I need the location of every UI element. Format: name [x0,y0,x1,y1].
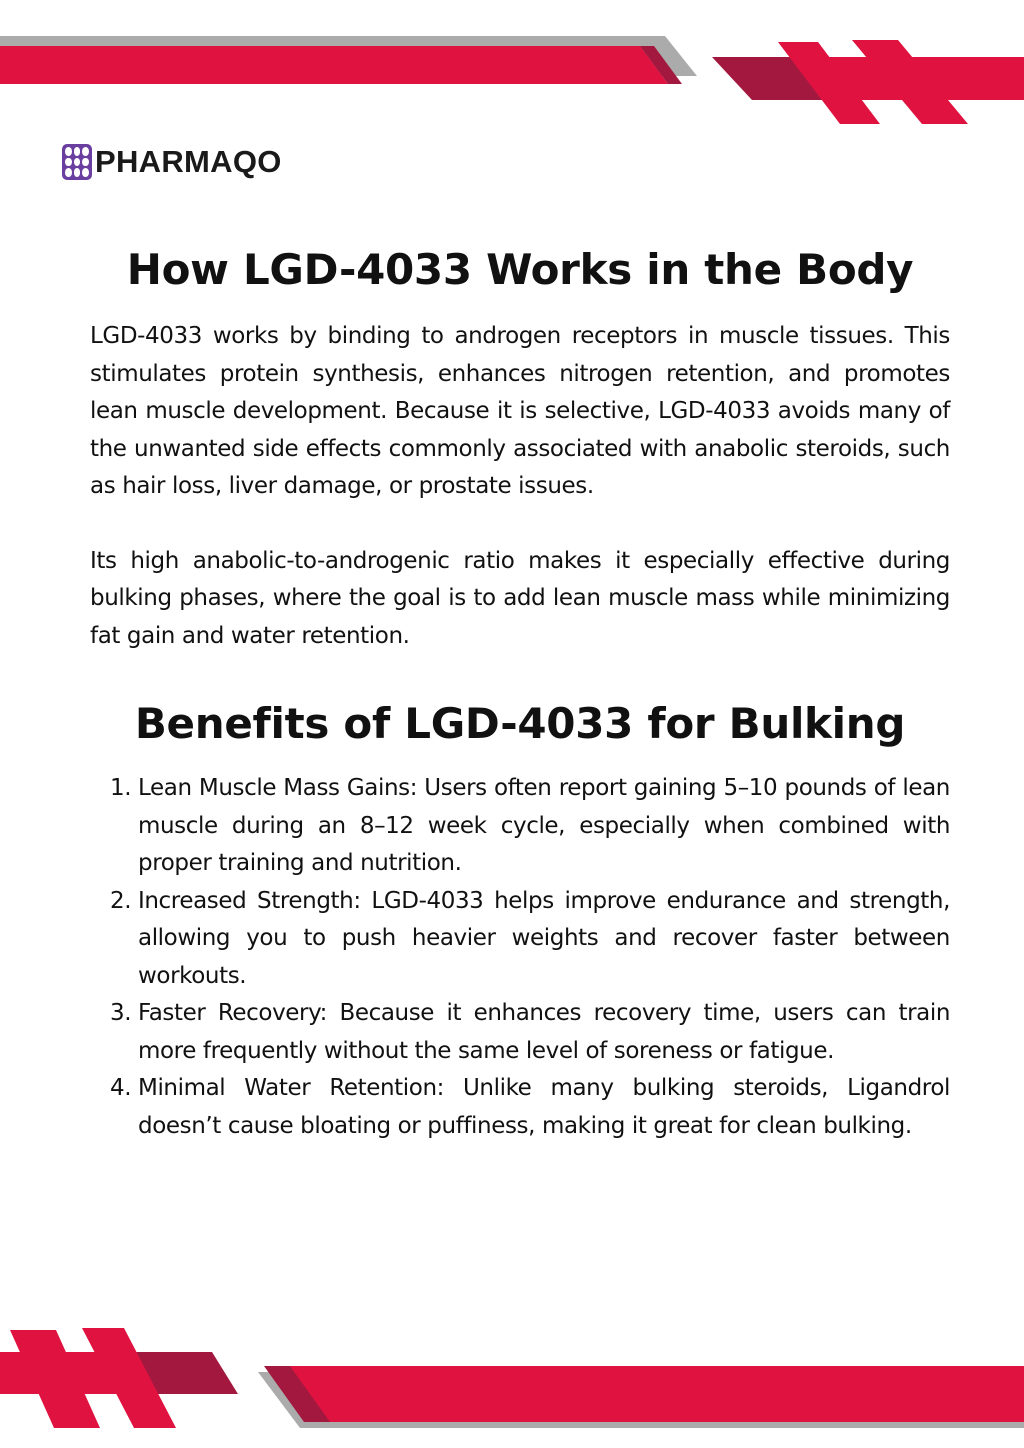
list-item-text: Faster Recovery: Because it enhances recovery time, users can train more frequently without the same level of soreness or fatigue. [138,1000,950,1064]
benefits-list [90,770,950,1145]
section-how-paragraph-1: LGD-4033 works by binding to androgen receptors in muscle tissues. This stimulates protein synthesis, enhances nitrogen retention, and promotes lean muscle development. Because it is selective, LGD-4033 avoids many of the unwanted side effects commonly associated with anabolic steroids, such as hair loss, liver damage, or prostate issues. [90,323,950,499]
list-item [90,995,950,1070]
list-item-number: 4. [110,1075,132,1101]
bottom-decorative-stripes [0,1318,1024,1448]
main-content [90,245,950,1145]
brand-name: PHARMAQO [95,144,282,179]
pill-grid-icon [62,144,92,180]
section-how-title: How LGD-4033 Works in the Body [126,245,914,294]
brand-logo [62,142,282,182]
list-item [90,883,950,996]
list-item [90,770,950,883]
list-item-text: Increased Strength: LGD-4033 helps improve endurance and strength, allowing you to push heavier weights and recover faster between workouts. [138,887,950,989]
section-benefits-title: Benefits of LGD-4033 for Bulking [134,699,906,748]
top-decorative-stripes [0,0,1024,130]
section-how-paragraph-2: Its high anabolic-to-androgenic ratio makes it especially effective during bulking phases, where the goal is to add lean muscle mass while minimizing fat gain and water retention. [90,547,950,649]
list-item-number: 3. [110,1000,132,1026]
list-item-text: Minimal Water Retention: Unlike many bulking steroids, Ligandrol doesn’t cause bloating or puffiness, making it great for clean bulking. [138,1075,950,1139]
list-item-number: 1. [110,775,132,801]
list-item-text: Lean Muscle Mass Gains: Users often report gaining 5–10 pounds of lean muscle during an 8–12 week cycle, especially when combined with proper training and nutrition. [138,775,950,876]
list-item-number: 2. [110,887,132,914]
list-item [90,1070,950,1145]
